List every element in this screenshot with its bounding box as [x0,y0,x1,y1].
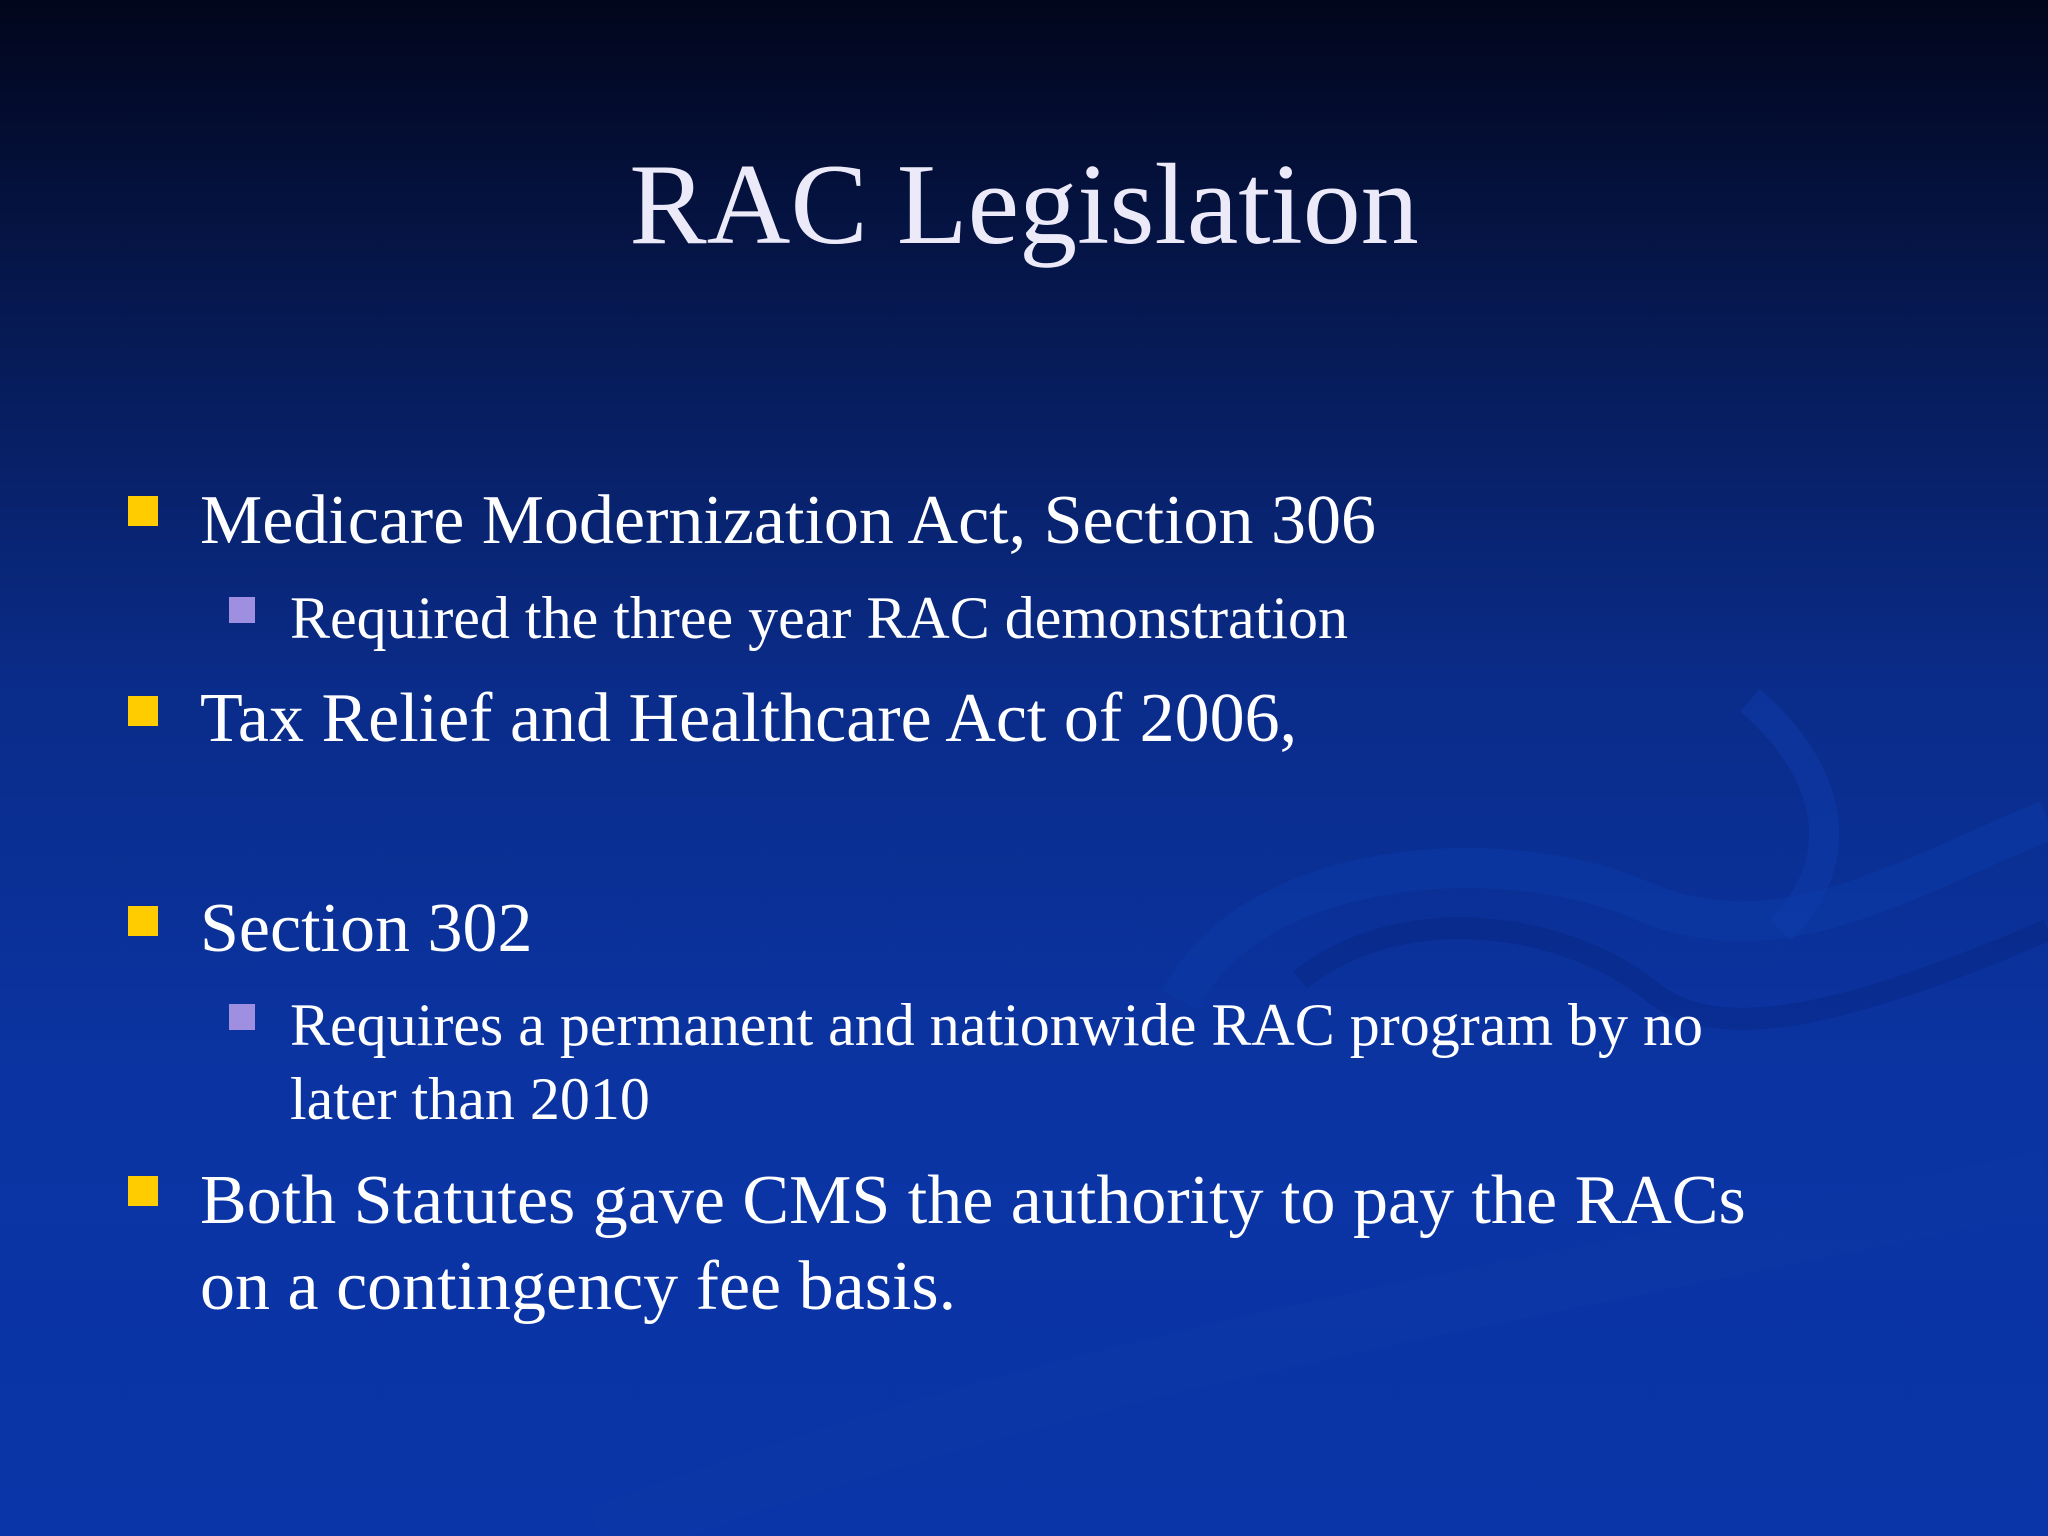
sub-bullet-item-2-line-1: Requires a permanent and nationwide RAC program by no [290,992,1703,1058]
bullet-item-4-line-2: on a contingency fee basis. [200,1248,957,1325]
sub-bullet-item-1: Required the three year RAC demonstration [290,585,1349,651]
bullet-item-1: Medicare Modernization Act, Section 306 [200,482,1377,559]
sub-bullet-square-icon [229,1004,255,1030]
sub-bullet-item-2-line-2: later than 2010 [290,1066,650,1132]
bullet-item-4-line-1: Both Statutes gave CMS the authority to pay the RACs [200,1162,1746,1239]
bullet-square-icon [128,696,158,726]
bullet-square-icon [128,1176,158,1206]
bullet-item-3: Section 302 [200,890,533,967]
bullet-square-icon [128,496,158,526]
sub-bullet-square-icon [229,597,255,623]
bullet-item-2: Tax Relief and Healthcare Act of 2006, [200,680,1298,757]
slide-title: RAC Legislation [629,141,1419,269]
bullet-square-icon [128,906,158,936]
